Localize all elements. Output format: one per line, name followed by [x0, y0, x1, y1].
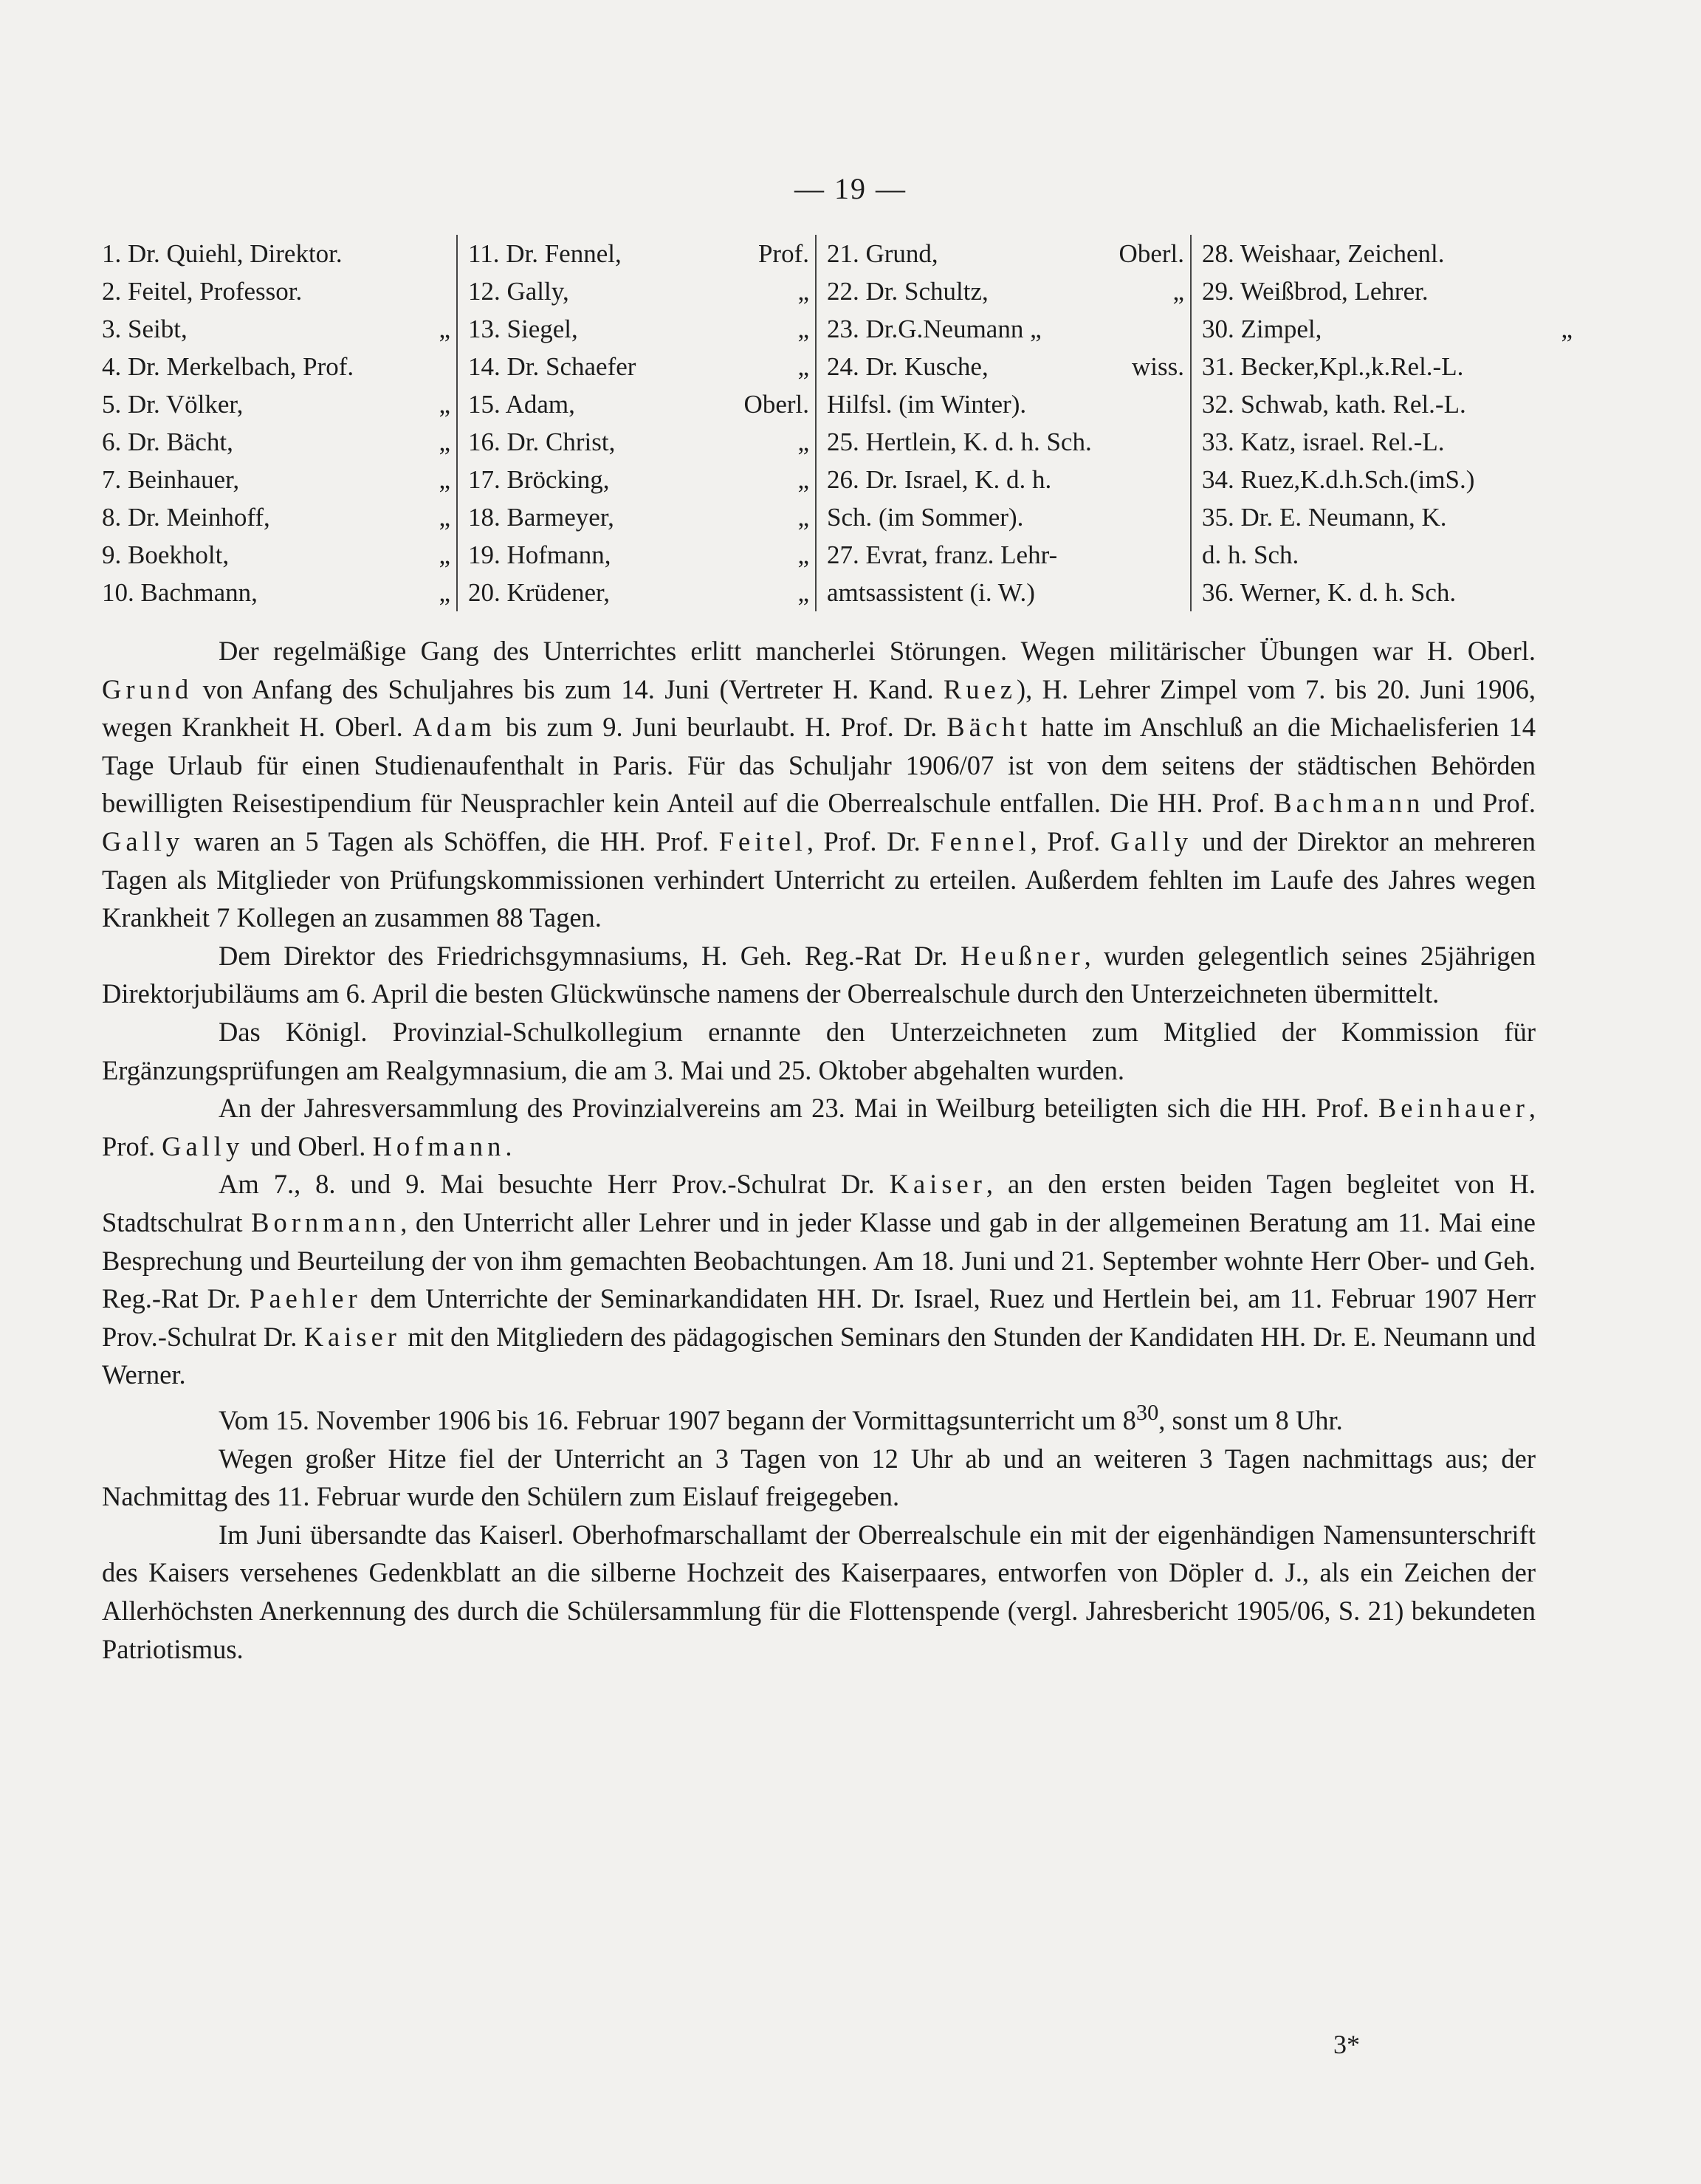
staff-entry: [468, 348, 815, 385]
staff-entry-name: 14. Dr. Schaefer: [468, 352, 636, 381]
staff-entry-title: [1565, 423, 1573, 461]
paragraph-text: An der Jahresversammlung des Provinzialvereins am 23. Mai in Weilburg beteiligten sich die HH. Prof.: [219, 1093, 1378, 1124]
staff-column-1: [102, 235, 456, 611]
staff-entry: [102, 498, 456, 536]
staff-entry-name: 19. Hofmann,: [468, 540, 611, 569]
staff-entry: [468, 498, 815, 536]
staff-entry-name: 24. Dr. Kusche,: [827, 352, 989, 381]
paragraph-text: von Anfang des Schuljahres bis zum 14. Juni (Vertreter H. Kand.: [193, 673, 944, 704]
paragraph: [102, 1440, 1536, 1516]
staff-entry-title: „: [797, 427, 809, 456]
spaced-name: Hofmann: [372, 1130, 506, 1161]
paragraph-text: hatte im Anschluß an die Michaelisferien 14 Tage Urlaub für einen Studienaufenthalt in Paris. Für das Schuljahr 1906/07 ist von dem seitens der städtischen Behörden bewilligten Reisestipendium für Neusprachler kein Anteil auf die Oberrealschule entfallen. Die HH. Prof.: [102, 712, 1536, 819]
staff-entry: [102, 423, 456, 461]
staff-entry-name: 6. Dr. Bächt,: [102, 427, 233, 456]
staff-entry: [827, 310, 1190, 348]
staff-entry-name: 13. Siegel,: [468, 315, 578, 343]
superscript: 30: [1135, 1399, 1159, 1425]
staff-entry: [102, 385, 456, 423]
paragraph-text: Dem Direktor des Friedrichsgymnasiums, H. Geh. Reg.-Rat Dr.: [219, 940, 961, 971]
paragraph: [102, 1394, 1536, 1440]
staff-entry-name: 8. Dr. Meinhoff,: [102, 503, 270, 532]
staff-entry-title: [1177, 498, 1184, 536]
staff-entry-title: [1565, 348, 1573, 385]
staff-entry: [468, 272, 815, 310]
staff-entry-title: [1565, 235, 1573, 272]
staff-entry: [468, 235, 815, 272]
staff-entry-title: Oberl.: [743, 390, 809, 419]
staff-entry-title: wiss.: [1132, 352, 1184, 381]
staff-entry-title: „: [439, 315, 450, 343]
staff-entry-name: 12. Gally,: [468, 277, 569, 306]
signature-mark: 3*: [1333, 2030, 1360, 2059]
spaced-name: Ruez: [943, 673, 1017, 704]
staff-entry-title: „: [797, 465, 809, 494]
staff-entry-name: 22. Dr. Schultz,: [827, 277, 989, 306]
paragraph-text: mit den Mitgliedern des pädagogischen Seminars den Stunden der Kandidaten HH. Dr. E. Neumann und Werner.: [102, 1321, 1536, 1390]
staff-entry: [1202, 536, 1578, 574]
spaced-name: Gally: [162, 1130, 244, 1161]
staff-entry: [827, 272, 1190, 310]
staff-entry-name: 3. Seibt,: [102, 315, 188, 343]
staff-entry-name: 10. Bachmann,: [102, 578, 258, 607]
staff-entry: [102, 310, 456, 348]
staff-entry-name: 20. Krüdener,: [468, 578, 611, 607]
staff-entry-name: Hilfsl. (im Winter).: [827, 390, 1027, 419]
paragraph-text: , sonst um 8 Uhr.: [1158, 1405, 1343, 1436]
spaced-name: Bornmann: [251, 1206, 401, 1237]
staff-entry-title: „: [797, 540, 809, 569]
spaced-name: Kaiser: [889, 1169, 986, 1200]
staff-entry-title: „: [1172, 277, 1184, 306]
staff-entry-title: [1565, 385, 1573, 423]
staff-entry-name: 30. Zimpel,: [1202, 315, 1322, 343]
staff-entry-title: [1565, 498, 1573, 536]
paragraph-text: , Prof.: [102, 1093, 1536, 1161]
staff-list: [102, 235, 1578, 611]
staff-entry-name: 28. Weishaar, Zeichenl.: [1202, 239, 1445, 268]
staff-entry: [102, 348, 456, 385]
staff-entry-name: 11. Dr. Fennel,: [468, 239, 622, 268]
spaced-name: Bächt: [946, 712, 1032, 743]
staff-entry: [1202, 423, 1578, 461]
staff-entry: [827, 348, 1190, 385]
staff-entry-name: 32. Schwab, kath. Rel.-L.: [1202, 390, 1466, 419]
staff-entry-name: 5. Dr. Völker,: [102, 390, 244, 419]
staff-entry-title: [1177, 461, 1184, 498]
staff-entry-name: 2. Feitel, Professor.: [102, 277, 303, 306]
paragraph-text: waren an 5 Tagen als Schöffen, die HH. Prof.: [184, 825, 719, 856]
staff-entry-name: 7. Beinhauer,: [102, 465, 240, 494]
staff-entry: [468, 461, 815, 498]
staff-entry-title: „: [439, 540, 450, 569]
paragraph: [102, 937, 1536, 1013]
spaced-name: Gally: [102, 825, 185, 856]
staff-entry: [1202, 272, 1578, 310]
staff-entry: [1202, 498, 1578, 536]
paragraph-text: , den Unterricht aller Lehrer und in jeder Klasse und gab in der allgemeinen Beratung am 11. Mai eine Besprechung und Beurteilung der von ihm gemachten Beobachtungen. Am 18. Juni und 21. September wohnte Herr Ober- und Geh. Reg.-Rat Dr.: [102, 1206, 1536, 1314]
staff-entry-title: [443, 235, 450, 272]
spaced-name: Feitel: [718, 825, 807, 856]
staff-entry: [827, 385, 1190, 423]
paragraph: [102, 1089, 1536, 1165]
staff-entry-name: 9. Boekholt,: [102, 540, 230, 569]
staff-entry: [468, 574, 815, 611]
staff-entry: [102, 235, 456, 272]
staff-entry-title: Oberl.: [1118, 239, 1184, 268]
staff-entry-name: 35. Dr. E. Neumann, K.: [1202, 503, 1447, 532]
staff-column-4: [1190, 235, 1578, 611]
staff-entry-title: „: [797, 503, 809, 532]
paragraph-text: bis zum 9. Juni beurlaubt. H. Prof. Dr.: [495, 712, 947, 743]
staff-entry-name: 4. Dr. Merkelbach, Prof.: [102, 352, 354, 381]
staff-entry-name: 33. Katz, israel. Rel.-L.: [1202, 427, 1445, 456]
staff-entry: [468, 385, 815, 423]
staff-entry-name: 23. Dr.G.Neumann „: [827, 315, 1042, 343]
paragraph-text: .: [505, 1130, 512, 1161]
staff-entry-title: „: [439, 503, 450, 532]
paragraph-text: und Oberl.: [244, 1130, 373, 1161]
paragraph: [102, 1013, 1536, 1089]
spaced-name: Paehler: [250, 1283, 362, 1314]
staff-entry-name: 31. Becker,Kpl.,k.Rel.-L.: [1202, 352, 1464, 381]
staff-entry-title: Prof.: [757, 239, 809, 268]
paragraph-text: ), H. Lehrer Zimpel vom 7. bis 20. Juni 1906, wegen Krankheit H. Oberl.: [102, 673, 1536, 743]
staff-entry-title: „: [439, 427, 450, 456]
staff-entry-title: „: [797, 352, 809, 381]
staff-entry-name: 25. Hertlein, K. d. h. Sch.: [827, 427, 1092, 456]
staff-entry-name: 18. Barmeyer,: [468, 503, 614, 532]
staff-entry-name: 34. Ruez,K.d.h.Sch.(imS.): [1202, 465, 1475, 494]
spaced-name: Fennel: [930, 825, 1031, 856]
spaced-name: Adam: [412, 712, 496, 743]
spaced-name: Grund: [102, 673, 193, 704]
page-number: — 19 —: [794, 172, 907, 205]
staff-entry-title: [1177, 385, 1184, 423]
staff-entry-name: d. h. Sch.: [1202, 540, 1299, 569]
staff-entry-title: „: [797, 578, 809, 607]
staff-entry-name: 1. Dr. Quiehl, Direktor.: [102, 239, 343, 268]
staff-entry-name: 16. Dr. Christ,: [468, 427, 616, 456]
paragraph-text: Im Juni übersandte das Kaiserl. Oberhofmarschallamt der Oberrealschule ein mit der eigenhändigen Namensunterschrift des Kaisers versehenes Gedenkblatt an die silberne Hochzeit des Kaiserpaares, entworfen von Döpler d. J., als ein Zeichen der Allerhöchsten Anerkennung des durch die Schülersammlung für die Flottenspende (vergl. Jahresbericht 1905/06, S. 21) bekundeten Patriotismus.: [102, 1519, 1536, 1664]
staff-entry-name: 21. Grund,: [827, 239, 938, 268]
staff-entry-title: „: [439, 578, 450, 607]
paragraph-text: Am 7., 8. und 9. Mai besuchte Herr Prov.-Schulrat Dr.: [219, 1169, 890, 1200]
staff-entry-title: [1565, 461, 1573, 498]
staff-column-3: [815, 235, 1190, 611]
spaced-name: Heußner: [960, 940, 1085, 971]
spaced-name: Beinhauer: [1378, 1093, 1529, 1124]
staff-entry-title: [443, 272, 450, 310]
staff-entry-name: Sch. (im Sommer).: [827, 503, 1024, 532]
paragraph-text: , wurden gelegentlich seines 25jährigen Direktorjubiläums am 6. April die besten Glückwünsche namens der Oberrealschule durch den Unterzeichneten übermittelt.: [102, 940, 1536, 1009]
staff-entry: [827, 423, 1190, 461]
paragraph: [102, 632, 1536, 937]
staff-entry-title: [1565, 536, 1573, 574]
staff-entry: [1202, 574, 1578, 611]
paragraph-text: , an den ersten beiden Tagen begleitet von H. Stadtschulrat: [102, 1169, 1536, 1237]
staff-entry-title: [1177, 310, 1184, 348]
staff-entry-name: 26. Dr. Israel, K. d. h.: [827, 465, 1052, 494]
staff-entry-name: 29. Weißbrod, Lehrer.: [1202, 277, 1429, 306]
staff-entry: [1202, 385, 1578, 423]
paragraph-text: , Prof.: [1030, 825, 1110, 856]
paragraph-text: Vom 15. November 1906 bis 16. Februar 1907 begann der Vormittagsunterricht um 8: [219, 1405, 1136, 1436]
staff-entry-title: „: [797, 315, 809, 343]
staff-entry-title: [1177, 423, 1184, 461]
staff-entry-title: [1565, 272, 1573, 310]
spaced-name: Bachmann: [1274, 788, 1425, 819]
staff-entry: [1202, 348, 1578, 385]
staff-entry-name: 36. Werner, K. d. h. Sch.: [1202, 578, 1457, 607]
staff-entry-title: [1565, 574, 1573, 611]
paragraph-text: Wegen großer Hitze fiel der Unterricht an 3 Tagen von 12 Uhr ab und an weiteren 3 Tagen nachmittags aus; der Nachmittag des 11. Februar wurde den Schülern zum Eislauf freigegeben.: [102, 1443, 1536, 1512]
staff-entry-name: 27. Evrat, franz. Lehr-: [827, 540, 1058, 569]
body-text: [102, 632, 1536, 1668]
staff-entry: [1202, 310, 1578, 348]
staff-entry-name: 17. Bröcking,: [468, 465, 610, 494]
paragraph-text: und Prof.: [1424, 788, 1536, 819]
staff-entry-name: 15. Adam,: [468, 390, 575, 419]
paragraph-text: und der Direktor an mehreren Tagen als Mitglieder von Prüfungskommissionen verhindert Unterricht zu erteilen. Außerdem fehlten im Laufe des Jahres wegen Krankheit 7 Kollegen an zusammen 88 Tagen.: [102, 825, 1536, 933]
staff-entry: [827, 235, 1190, 272]
staff-entry-title: „: [439, 465, 450, 494]
paragraph-text: Der regelmäßige Gang des Unterrichtes erlitt mancherlei Störungen. Wegen militärischer Übungen war H. Oberl.: [219, 636, 1536, 666]
staff-entry-title: „: [797, 277, 809, 306]
staff-entry: [827, 461, 1190, 498]
staff-entry: [827, 536, 1190, 574]
paragraph: [102, 1165, 1536, 1394]
paragraph-text: , Prof. Dr.: [806, 825, 931, 856]
staff-entry-name: amtsassistent (i. W.): [827, 578, 1035, 607]
staff-entry: [102, 461, 456, 498]
staff-entry: [102, 536, 456, 574]
staff-entry: [102, 574, 456, 611]
paragraph: [102, 1516, 1536, 1668]
staff-entry-title: [443, 348, 450, 385]
staff-entry: [1202, 235, 1578, 272]
staff-entry: [468, 310, 815, 348]
staff-entry: [102, 272, 456, 310]
staff-entry-title: [1177, 536, 1184, 574]
staff-entry-title: „: [1561, 315, 1573, 343]
staff-entry: [468, 536, 815, 574]
spaced-name: Gally: [1110, 825, 1192, 856]
staff-entry: [1202, 461, 1578, 498]
staff-entry: [827, 574, 1190, 611]
staff-entry-title: „: [439, 390, 450, 419]
staff-column-2: [456, 235, 815, 611]
staff-entry-title: [1177, 574, 1184, 611]
staff-entry: [827, 498, 1190, 536]
paragraph-text: Das Königl. Provinzial-Schulkollegium ernannte den Unterzeichneten zum Mitglied der Kommission für Ergänzungsprüfungen am Realgymnasium, die am 3. Mai und 25. Oktober abgehalten wurden.: [102, 1016, 1536, 1085]
spaced-name: Kaiser: [303, 1321, 401, 1352]
paragraph-text: dem Unterrichte der Seminarkandidaten HH. Dr. Israel, Ruez und Hertlein bei, am 11. Februar 1907 Herr Prov.-Schulrat Dr.: [102, 1283, 1536, 1352]
staff-entry: [468, 423, 815, 461]
